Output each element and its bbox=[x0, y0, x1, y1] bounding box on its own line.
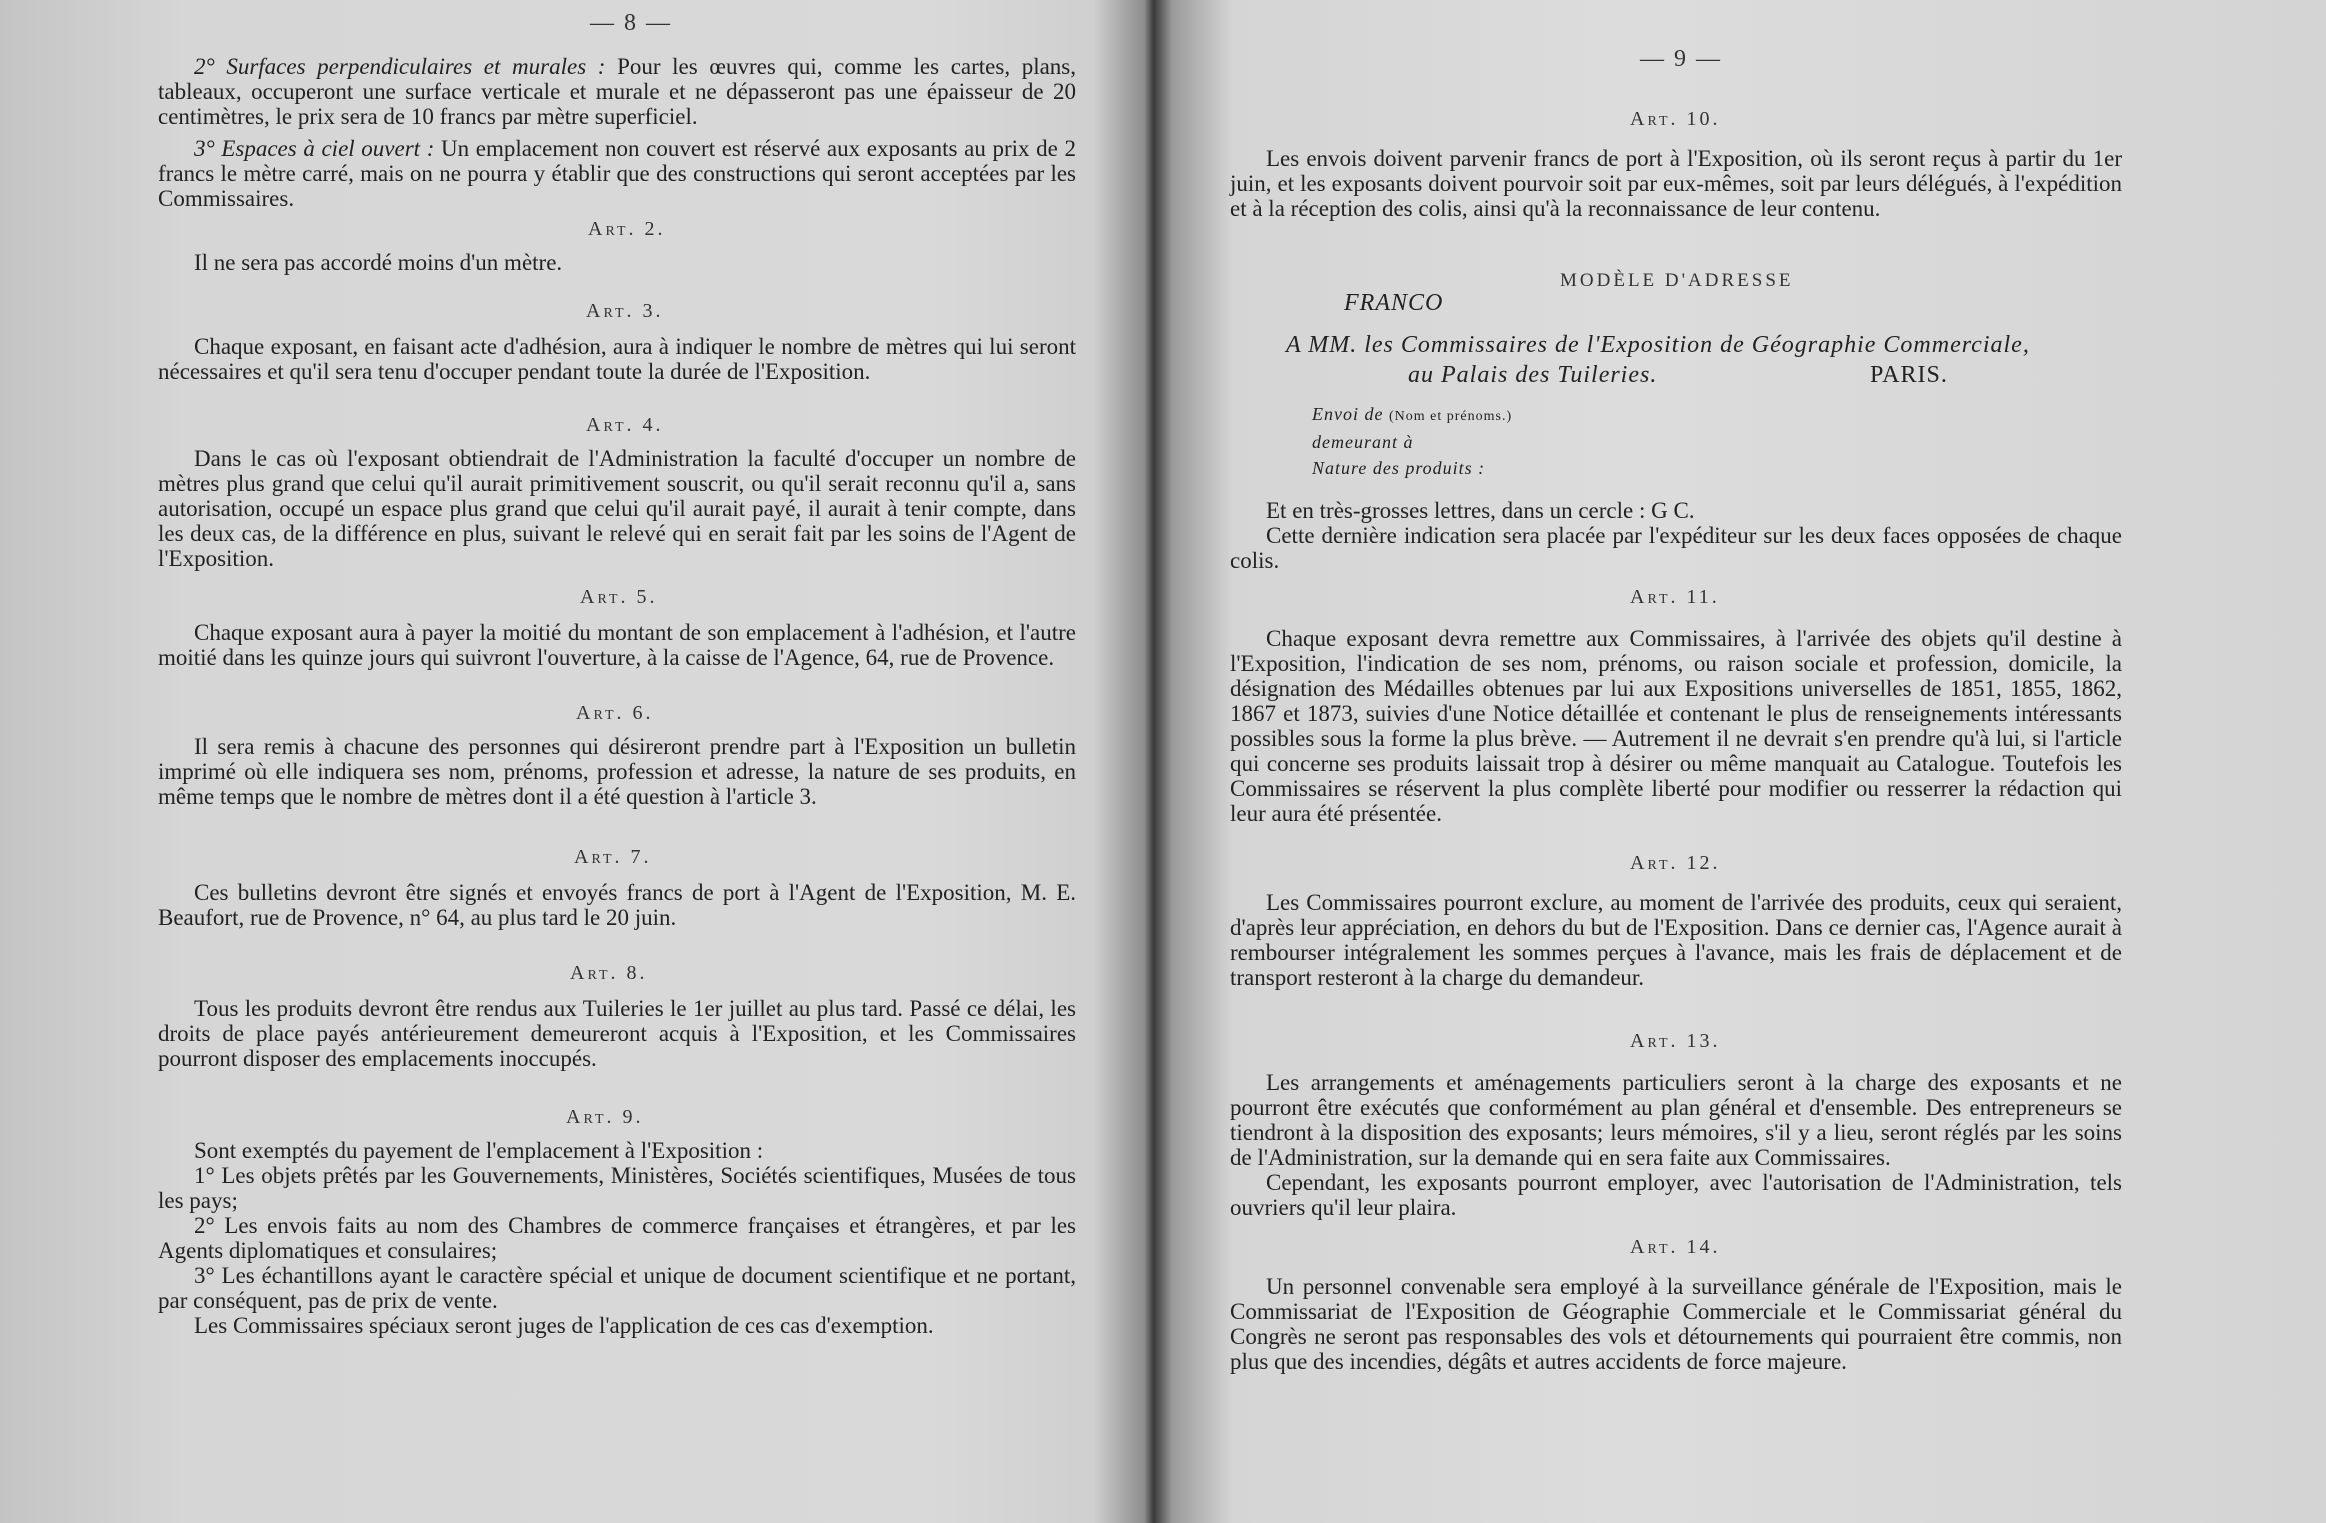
espaces-text: Un emplacement non couvert est réservé aux exposants au prix de 2 francs le mètre carré, mais on ne pourra y établir que des constructions qui seront acceptées par les Commissaires. bbox=[158, 136, 1076, 211]
art12-text: Les Commissaires pourront exclure, au moment de l'arrivée des produits, ceux qui seraient, d'après leur appréciation, en dehors du but de l'Exposition. Dans ce dernier cas, l'Agence aurait à rembourser intégralement les sommes perçues à l'avance, mais les frais de déplacement et de transport resteront à la charge du demandeur. bbox=[1230, 890, 2122, 990]
art6-paragraph bbox=[158, 734, 1076, 809]
art4-text: Dans le cas où l'exposant obtiendrait de l'Administration la faculté d'occuper un nombre de mètres plus grand que celui qu'il aurait primitivement souscrit, ou qu'il serait reconnu qu'il a, sans autorisation, occupé un espace plus grand que celui qu'il aurait payé, il aurait à tenir compte, dans les deux cas, de la différence en plus, suivant le relevé qui en serait fait par les soins de l'Agent de l'Exposition. bbox=[158, 446, 1076, 571]
art7-text: Ces bulletins devront être signés et envoyés francs de port à l'Agent de l'Exposition, M. E. Beaufort, rue de Provence, n° 64, au plus tard le 20 juin. bbox=[158, 880, 1076, 930]
right-page-number: — 9 — bbox=[1640, 46, 1722, 72]
art11-title: Art. 11. bbox=[1630, 586, 1720, 608]
address-city: PARIS. bbox=[1870, 362, 1948, 388]
art5-title: Art. 5. bbox=[580, 586, 658, 608]
gc-paragraph bbox=[1230, 498, 2122, 573]
art9-item1: 1° Les objets prêtés par les Gouvernements, Ministères, Sociétés scientifiques, Musées de tous les pays; bbox=[158, 1163, 1076, 1213]
surfaces-paragraph bbox=[158, 54, 1076, 129]
art3-title: Art. 3. bbox=[586, 300, 664, 322]
art3-text: Chaque exposant, en faisant acte d'adhésion, aura à indiquer le nombre de mètres qui lui seront nécessaires et qu'il sera tenu d'occuper pendant toute la durée de l'Exposition. bbox=[158, 334, 1076, 384]
art2-title: Art. 2. bbox=[588, 218, 666, 240]
address-line-1: A MM. les Commissaires de l'Exposition de Géographie Commerciale, bbox=[1286, 332, 2030, 358]
art2-paragraph bbox=[158, 250, 1076, 275]
art2-text: Il ne sera pas accordé moins d'un mètre. bbox=[194, 250, 563, 275]
art14-text: Un personnel convenable sera employé à la surveillance générale de l'Exposition, mais le Commissariat de l'Exposition de Géographie Commerciale et le Commissariat général du Congrès ne seront pas responsables des vols et détournements qui pourraient être commis, non plus que des incendies, dégâts et autres accidents de force majeure. bbox=[1230, 1274, 2122, 1374]
art14-title: Art. 14. bbox=[1630, 1236, 1721, 1258]
art13-text: Les arrangements et aménagements particuliers seront à la charge des exposants et ne pourront être exécutés que conformément au plan général et d'ensemble. Des entrepreneurs se tiendront à la disposition des exposants; leurs mémoires, s'il y a lieu, seront réglés par les soins de l'Administration, sur la demande qui en sera faite aux Commissaires. bbox=[1230, 1070, 2122, 1170]
envoi-note: (Nom et prénoms.) bbox=[1388, 409, 1513, 424]
nature-line: Nature des produits : bbox=[1312, 458, 1486, 478]
art5-paragraph bbox=[158, 620, 1076, 670]
art11-paragraph bbox=[1230, 626, 2122, 826]
art9-title: Art. 9. bbox=[566, 1106, 644, 1128]
art7-paragraph bbox=[158, 880, 1076, 930]
art8-paragraph bbox=[158, 996, 1076, 1071]
art9-item3: 3° Les échantillons ayant le caractère spécial et unique de document scientifique et ne portant, par conséquent, pas de prix de vente. bbox=[158, 1263, 1076, 1313]
art10-title: Art. 10. bbox=[1630, 108, 1721, 130]
surfaces-text: Pour les œuvres qui, comme les cartes, plans, tableaux, occuperont une surface verticale et murale et ne dépasseront pas une épaisseur de 20 centimètres, le prix sera de 10 francs par mètre superficiel. bbox=[158, 54, 1077, 129]
indication-text: Cette dernière indication sera placée par l'expéditeur sur les deux faces opposées de chaque colis. bbox=[1230, 523, 2122, 573]
art13-text2: Cependant, les exposants pourront employer, avec l'autorisation de l'Administration, tels ouvriers qu'il leur plaira. bbox=[1230, 1170, 2122, 1220]
envoi-label: Envoi de bbox=[1312, 404, 1384, 424]
art7-title: Art. 7. bbox=[574, 846, 652, 868]
art9-close: Les Commissaires spéciaux seront juges de l'application de ces cas d'exemption. bbox=[194, 1313, 934, 1338]
art13-title: Art. 13. bbox=[1630, 1030, 1721, 1052]
art3-paragraph bbox=[158, 334, 1076, 384]
art6-title: Art. 6. bbox=[576, 702, 654, 724]
left-page-number: — 8 — bbox=[590, 10, 672, 36]
art12-title: Art. 12. bbox=[1630, 852, 1721, 874]
art5-text: Chaque exposant aura à payer la moitié du montant de son emplacement à l'adhésion, et l'autre moitié dans les quinze jours qui suivront l'ouverture, à la caisse de l'Agence, 64, rue de Provence. bbox=[158, 620, 1076, 670]
art14-paragraph bbox=[1230, 1274, 2122, 1374]
espaces-paragraph bbox=[158, 136, 1076, 211]
espaces-label: 3° Espaces à ciel ouvert : bbox=[194, 136, 435, 161]
art10-paragraph bbox=[1230, 146, 2122, 221]
art13-paragraph bbox=[1230, 1070, 2122, 1220]
art6-text: Il sera remis à chacune des personnes qui désireront prendre part à l'Exposition un bulletin imprimé où elle indiquera ses nom, prénoms, profession et adresse, la nature de ses produits, en même temps que le nombre de mètres dont il a été question à l'article 3. bbox=[158, 734, 1076, 809]
surfaces-label: 2° Surfaces perpendiculaires et murales : bbox=[194, 54, 606, 79]
art9-intro: Sont exemptés du payement de l'emplacement à l'Exposition : bbox=[194, 1138, 764, 1163]
art4-paragraph bbox=[158, 446, 1076, 571]
envoi-line bbox=[1312, 404, 1512, 425]
art10-text: Les envois doivent parvenir francs de port à l'Exposition, où ils seront reçus à partir du 1er juin, et les exposants doivent pourvoir soit par eux-mêmes, soit par leurs délégués, à l'expédition et à la réception des colis, ainsi qu'à la reconnaissance de leur contenu. bbox=[1230, 146, 2122, 221]
address-line-2: au Palais des Tuileries. bbox=[1408, 362, 1658, 388]
art12-paragraph bbox=[1230, 890, 2122, 990]
model-heading: MODÈLE D'ADRESSE bbox=[1560, 270, 1794, 291]
franco-label: FRANCO bbox=[1344, 290, 1444, 316]
art4-title: Art. 4. bbox=[586, 414, 664, 436]
art8-text: Tous les produits devront être rendus aux Tuileries le 1er juillet au plus tard. Passé ce délai, les droits de place payés antérieurement demeureront acquis à l'Exposition, et les Commissaires pourront disposer des emplacements inoccupés. bbox=[158, 996, 1076, 1071]
gc-line: Et en très-grosses lettres, dans un cercle : G C. bbox=[1266, 498, 1695, 523]
art9-block bbox=[158, 1138, 1076, 1338]
art9-item2: 2° Les envois faits au nom des Chambres de commerce françaises et étrangères, et par les Agents diplomatiques et consulaires; bbox=[158, 1213, 1076, 1263]
demeurant-line: demeurant à bbox=[1312, 432, 1414, 452]
art11-text: Chaque exposant devra remettre aux Commissaires, à l'arrivée des objets qu'il destine à l'Exposition, l'indication de ses nom, prénoms, ou raison sociale et profession, domicile, la désignation des Médailles obtenues par lui aux Expositions universelles de 1851, 1855, 1862, 1867 et 1873, suivies d'une Notice détaillée et contenant le plus de renseignements intéressants possibles sous la forme la plus brève. — Autrement il ne devrait s'en prendre qu'à lui, si l'article qui concerne ses produits laissait trop à désirer ou même manquait au Catalogue. Toutefois les Commissaires se réservent la plus complète liberté pour modifier ou resserrer la rédaction qui leur aura été présentée. bbox=[1230, 626, 2122, 826]
art8-title: Art. 8. bbox=[570, 962, 648, 984]
